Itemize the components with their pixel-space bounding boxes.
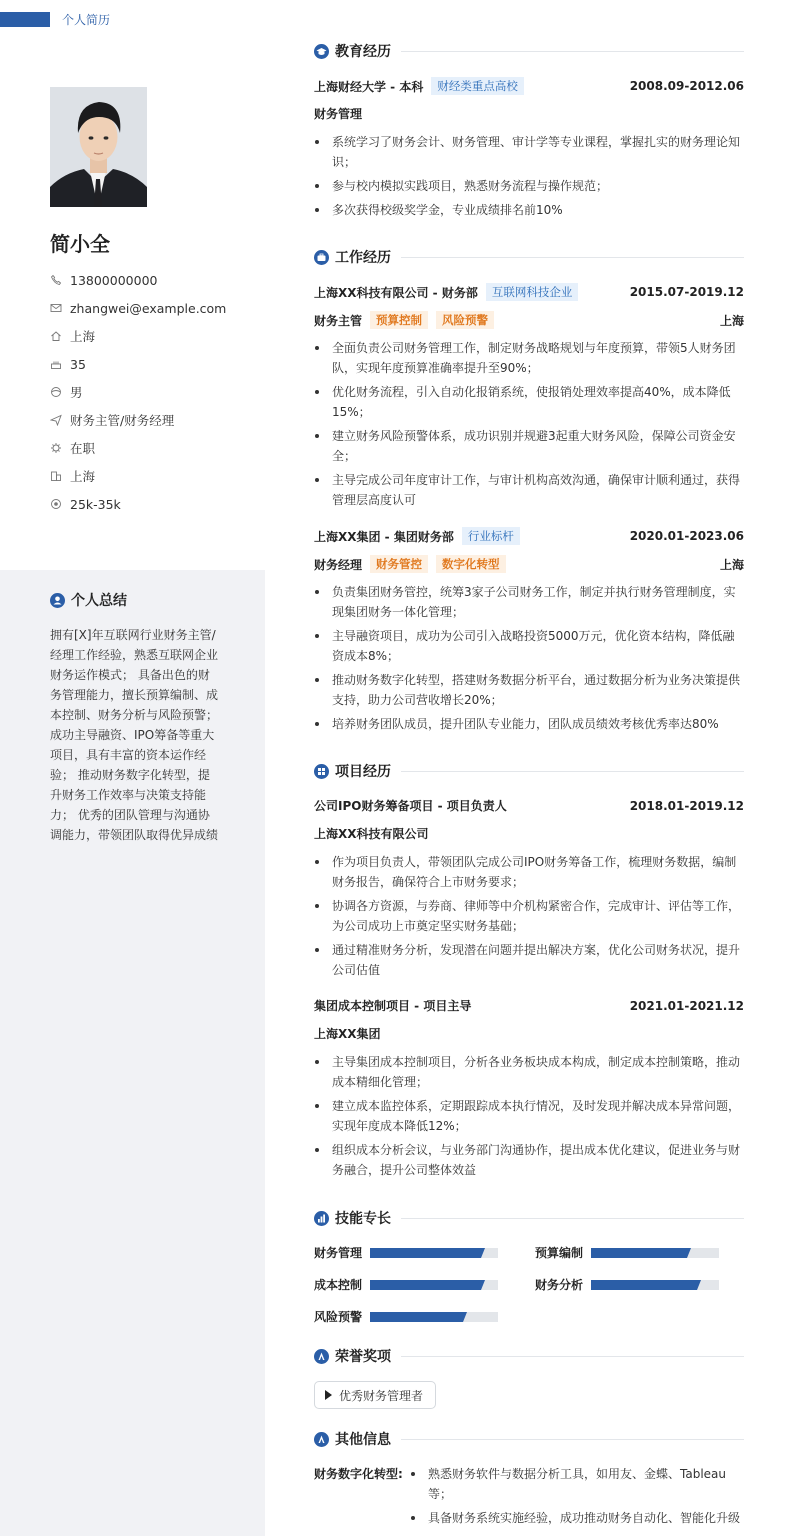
award-icon <box>314 1432 329 1447</box>
list-item: 具备财务系统实施经验，成功推动财务自动化、智能化升级 <box>410 1508 744 1528</box>
projects-heading <box>314 761 744 781</box>
phone-icon <box>50 274 62 286</box>
info-job <box>50 406 260 434</box>
education-major-row <box>314 105 744 122</box>
work-heading <box>314 247 744 267</box>
job-2-location: 上海 <box>719 557 744 572</box>
skill-row <box>535 1276 719 1293</box>
list-item: 培养财务团队成员，提升团队专业能力，团队成员绩效考核优秀率达80% <box>314 714 744 734</box>
work-title: 工作经历 <box>335 250 391 266</box>
major: 财务管理 <box>314 107 363 121</box>
education-title: 教育经历 <box>335 44 391 60</box>
skill-row <box>535 1244 719 1261</box>
list-item: 通过精准财务分析，发现潜在问题并提出解决方案，优化公司财务状况，提升公司估值 <box>314 940 744 980</box>
phone-text: 13800000000 <box>70 272 158 288</box>
list-item: 熟悉财务软件与数据分析工具，如用友、金蝶、Tableau等； <box>410 1464 744 1504</box>
bar-chart-icon <box>314 1211 329 1226</box>
list-item: 组织成本分析会议，与业务部门沟通协作，提出成本优化建议，促进业务与财务融合，提升公司整体效益 <box>314 1140 744 1180</box>
skill-bar-fill <box>370 1312 463 1322</box>
other-bullets <box>410 1464 744 1532</box>
skill-name: 风险预警 <box>314 1310 363 1324</box>
section-divider <box>401 257 744 258</box>
job-2-header <box>314 527 744 545</box>
skill-row <box>314 1244 498 1261</box>
skill-bar <box>370 1312 498 1322</box>
home-icon <box>50 330 62 342</box>
section-divider <box>401 1218 744 1219</box>
project-1-name: 公司IPO财务筹备项目 - 项目负责人 <box>314 799 507 813</box>
project-1-date: 2018.01-2019.12 <box>629 798 744 813</box>
project-1-org: 上海XX科技有限公司 <box>314 827 429 841</box>
graduation-cap-icon <box>314 44 329 59</box>
play-icon <box>325 1390 332 1400</box>
list-item: 推动财务数字化转型，搭建财务数据分析平台，通过数据分析为业务决策提供支持，助力公司营收增长20%； <box>314 670 744 710</box>
resume-label: 个人简历 <box>62 13 111 27</box>
info-home <box>50 322 260 350</box>
job-1-skill-tag: 预算控制 <box>370 311 428 329</box>
award-chip[interactable] <box>314 1381 436 1409</box>
skills-heading <box>314 1208 744 1228</box>
list-item: 优化财务流程，引入自动化报销系统，使报销处理效率提高40%，成本降低15%； <box>314 382 744 422</box>
other-heading <box>314 1429 744 1449</box>
section-divider <box>401 771 744 772</box>
honors-heading <box>314 1346 744 1366</box>
project-2-header <box>314 997 744 1014</box>
skill-bar <box>591 1280 719 1290</box>
job-2-date: 2020.01-2023.06 <box>629 529 744 543</box>
skill-name: 成本控制 <box>314 1278 363 1292</box>
job-2-skill-tag: 财务管控 <box>370 555 428 573</box>
list-item: 参与校内模拟实践项目，熟悉财务流程与操作规范； <box>314 176 744 196</box>
list-item: 多次获得校级奖学金，专业成绩排名前10% <box>314 200 744 220</box>
skill-name: 财务分析 <box>535 1278 584 1292</box>
education-date: 2008.09-2012.06 <box>629 79 744 93</box>
summary-paragraph: 拥有[X]年互联网行业财务主管/经理工作经验，熟悉互联网企业财务运作模式； 具备出色的财务管理能力，擅长预算编制、成本控制、财务分析与风险预警； 成功主导融资、IPO筹备等重大项目，具有丰富的资本运作经验； 推动财务数字化转型，提升财务工作效率与决策支持能力； 优秀的团队管理与沟通协调能力，带领团队取得优异成绩 <box>50 628 219 842</box>
list-item: 作为项目负责人，带领团队完成公司IPO财务筹备工作，梳理财务数据，编制财务报告，确保符合上市财务要求； <box>314 852 744 892</box>
job-text: 财务主管/财务经理 <box>70 413 175 428</box>
skill-bar-fill <box>370 1248 481 1258</box>
list-item: 系统学习了财务会计、财务管理、审计学等专业课程，掌握扎实的财务理论知识； <box>314 132 744 172</box>
list-item: 建立财务风险预警体系，成功识别并规避3起重大财务风险，保障公司资金安全； <box>314 426 744 466</box>
list-item: 全面负责公司财务管理工作，制定财务战略规划与年度预算，带领5人财务团队，实现年度预算准确率提升至90%； <box>314 338 744 378</box>
job-icon <box>50 414 62 426</box>
skill-bar <box>370 1248 498 1258</box>
job-1-role: 财务主管 <box>314 313 363 328</box>
job-1-role-row <box>314 311 744 329</box>
project-1-bullets <box>314 852 744 984</box>
list-item: 主导融资项目，成功为公司引入战略投资5000万元，优化资本结构，降低融资成本8%； <box>314 626 744 666</box>
project-1-org-row <box>314 825 744 842</box>
info-status <box>50 434 260 462</box>
other-label: 财务数字化转型: <box>314 1467 403 1481</box>
award-icon <box>314 1349 329 1364</box>
other-title: 其他信息 <box>335 1432 391 1448</box>
email-icon <box>50 302 62 314</box>
job-1-bullets <box>314 338 744 514</box>
age-icon <box>50 358 62 370</box>
job-2-skill-tag: 数字化转型 <box>436 555 506 573</box>
education-entry-header <box>314 77 744 95</box>
skill-name: 预算编制 <box>535 1246 584 1260</box>
status-text: 在职 <box>70 441 96 456</box>
skill-bar-fill <box>370 1280 481 1290</box>
info-gender <box>50 378 260 406</box>
project-2-date: 2021.01-2021.12 <box>629 998 744 1013</box>
profile-photo <box>50 87 147 207</box>
job-2-company: 上海XX集团 - 集团财务部 <box>314 529 454 544</box>
job-1-company: 上海XX科技有限公司 - 财务部 <box>314 285 478 300</box>
job-2-role-row <box>314 555 744 573</box>
info-age <box>50 350 260 378</box>
education-bullets <box>314 132 744 224</box>
home-text: 上海 <box>70 329 96 344</box>
award-text: 优秀财务管理者 <box>339 1388 424 1403</box>
briefcase-icon <box>314 250 329 265</box>
project-1-header <box>314 797 744 814</box>
job-1-tag: 互联网科技企业 <box>486 283 579 301</box>
skill-row <box>314 1308 498 1325</box>
project-2-bullets <box>314 1052 744 1184</box>
skill-bar <box>591 1248 719 1258</box>
email-text: zhangwei@example.com <box>70 300 227 316</box>
school-tag: 财经类重点高校 <box>431 77 524 95</box>
brand-accent-bar <box>0 12 50 27</box>
status-icon <box>50 442 62 454</box>
list-item: 协调各方资源，与券商、律师等中介机构紧密合作，完成审计、评估等工作，为公司成功上市奠定坚实财务基础； <box>314 896 744 936</box>
list-item: 主导集团成本控制项目，分析各业务板块成本构成，制定成本控制策略，推动成本精细化管理； <box>314 1052 744 1092</box>
skill-name: 财务管理 <box>314 1246 363 1260</box>
info-email <box>50 294 260 322</box>
info-city <box>50 462 260 490</box>
portrait-image <box>50 87 147 207</box>
gender-text: 男 <box>70 385 83 400</box>
skill-row <box>314 1276 498 1293</box>
grid-icon <box>314 764 329 779</box>
education-heading <box>314 41 744 61</box>
job-2-role: 财务经理 <box>314 557 363 572</box>
info-phone <box>50 266 260 294</box>
salary-icon <box>50 498 62 510</box>
user-icon <box>50 593 65 608</box>
skills-title: 技能专长 <box>335 1211 391 1227</box>
job-1-location: 上海 <box>719 313 744 328</box>
skill-bar-fill <box>591 1280 697 1290</box>
profile-name: 简小全 <box>50 232 110 256</box>
list-item: 主导完成公司年度审计工作，与审计机构高效沟通，确保审计顺利通过，获得管理层高度认可 <box>314 470 744 510</box>
job-1-header <box>314 283 744 301</box>
project-2-org-row <box>314 1025 744 1042</box>
school-name: 上海财经大学 - 本科 <box>314 79 424 94</box>
job-1-skill-tag: 风险预警 <box>436 311 494 329</box>
age-text: 35 <box>70 356 86 372</box>
contact-info-list <box>50 266 260 518</box>
summary-heading <box>50 590 127 610</box>
projects-title: 项目经历 <box>335 764 391 780</box>
list-item: 负责集团财务管控，统筹3家子公司财务工作，制定并执行财务管理制度，实现集团财务一体化管理； <box>314 582 744 622</box>
skill-bar <box>370 1280 498 1290</box>
honors-title: 荣誉奖项 <box>335 1349 391 1365</box>
city-icon <box>50 470 62 482</box>
project-2-name: 集团成本控制项目 - 项目主导 <box>314 999 472 1013</box>
job-2-bullets <box>314 582 744 738</box>
job-1-date: 2015.07-2019.12 <box>629 285 744 299</box>
section-divider <box>401 1439 744 1440</box>
section-divider <box>401 1356 744 1357</box>
city-text: 上海 <box>70 469 96 484</box>
section-divider <box>401 51 744 52</box>
project-2-org: 上海XX集团 <box>314 1027 381 1041</box>
skill-bar-fill <box>591 1248 687 1258</box>
summary-title-text: 个人总结 <box>71 593 127 609</box>
list-item: 建立成本监控体系，定期跟踪成本执行情况，及时发现并解决成本异常问题，实现年度成本降低12%； <box>314 1096 744 1136</box>
info-salary <box>50 490 260 518</box>
gender-icon <box>50 386 62 398</box>
job-2-tag: 行业标杆 <box>462 527 520 545</box>
salary-text: 25k-35k <box>70 496 121 512</box>
